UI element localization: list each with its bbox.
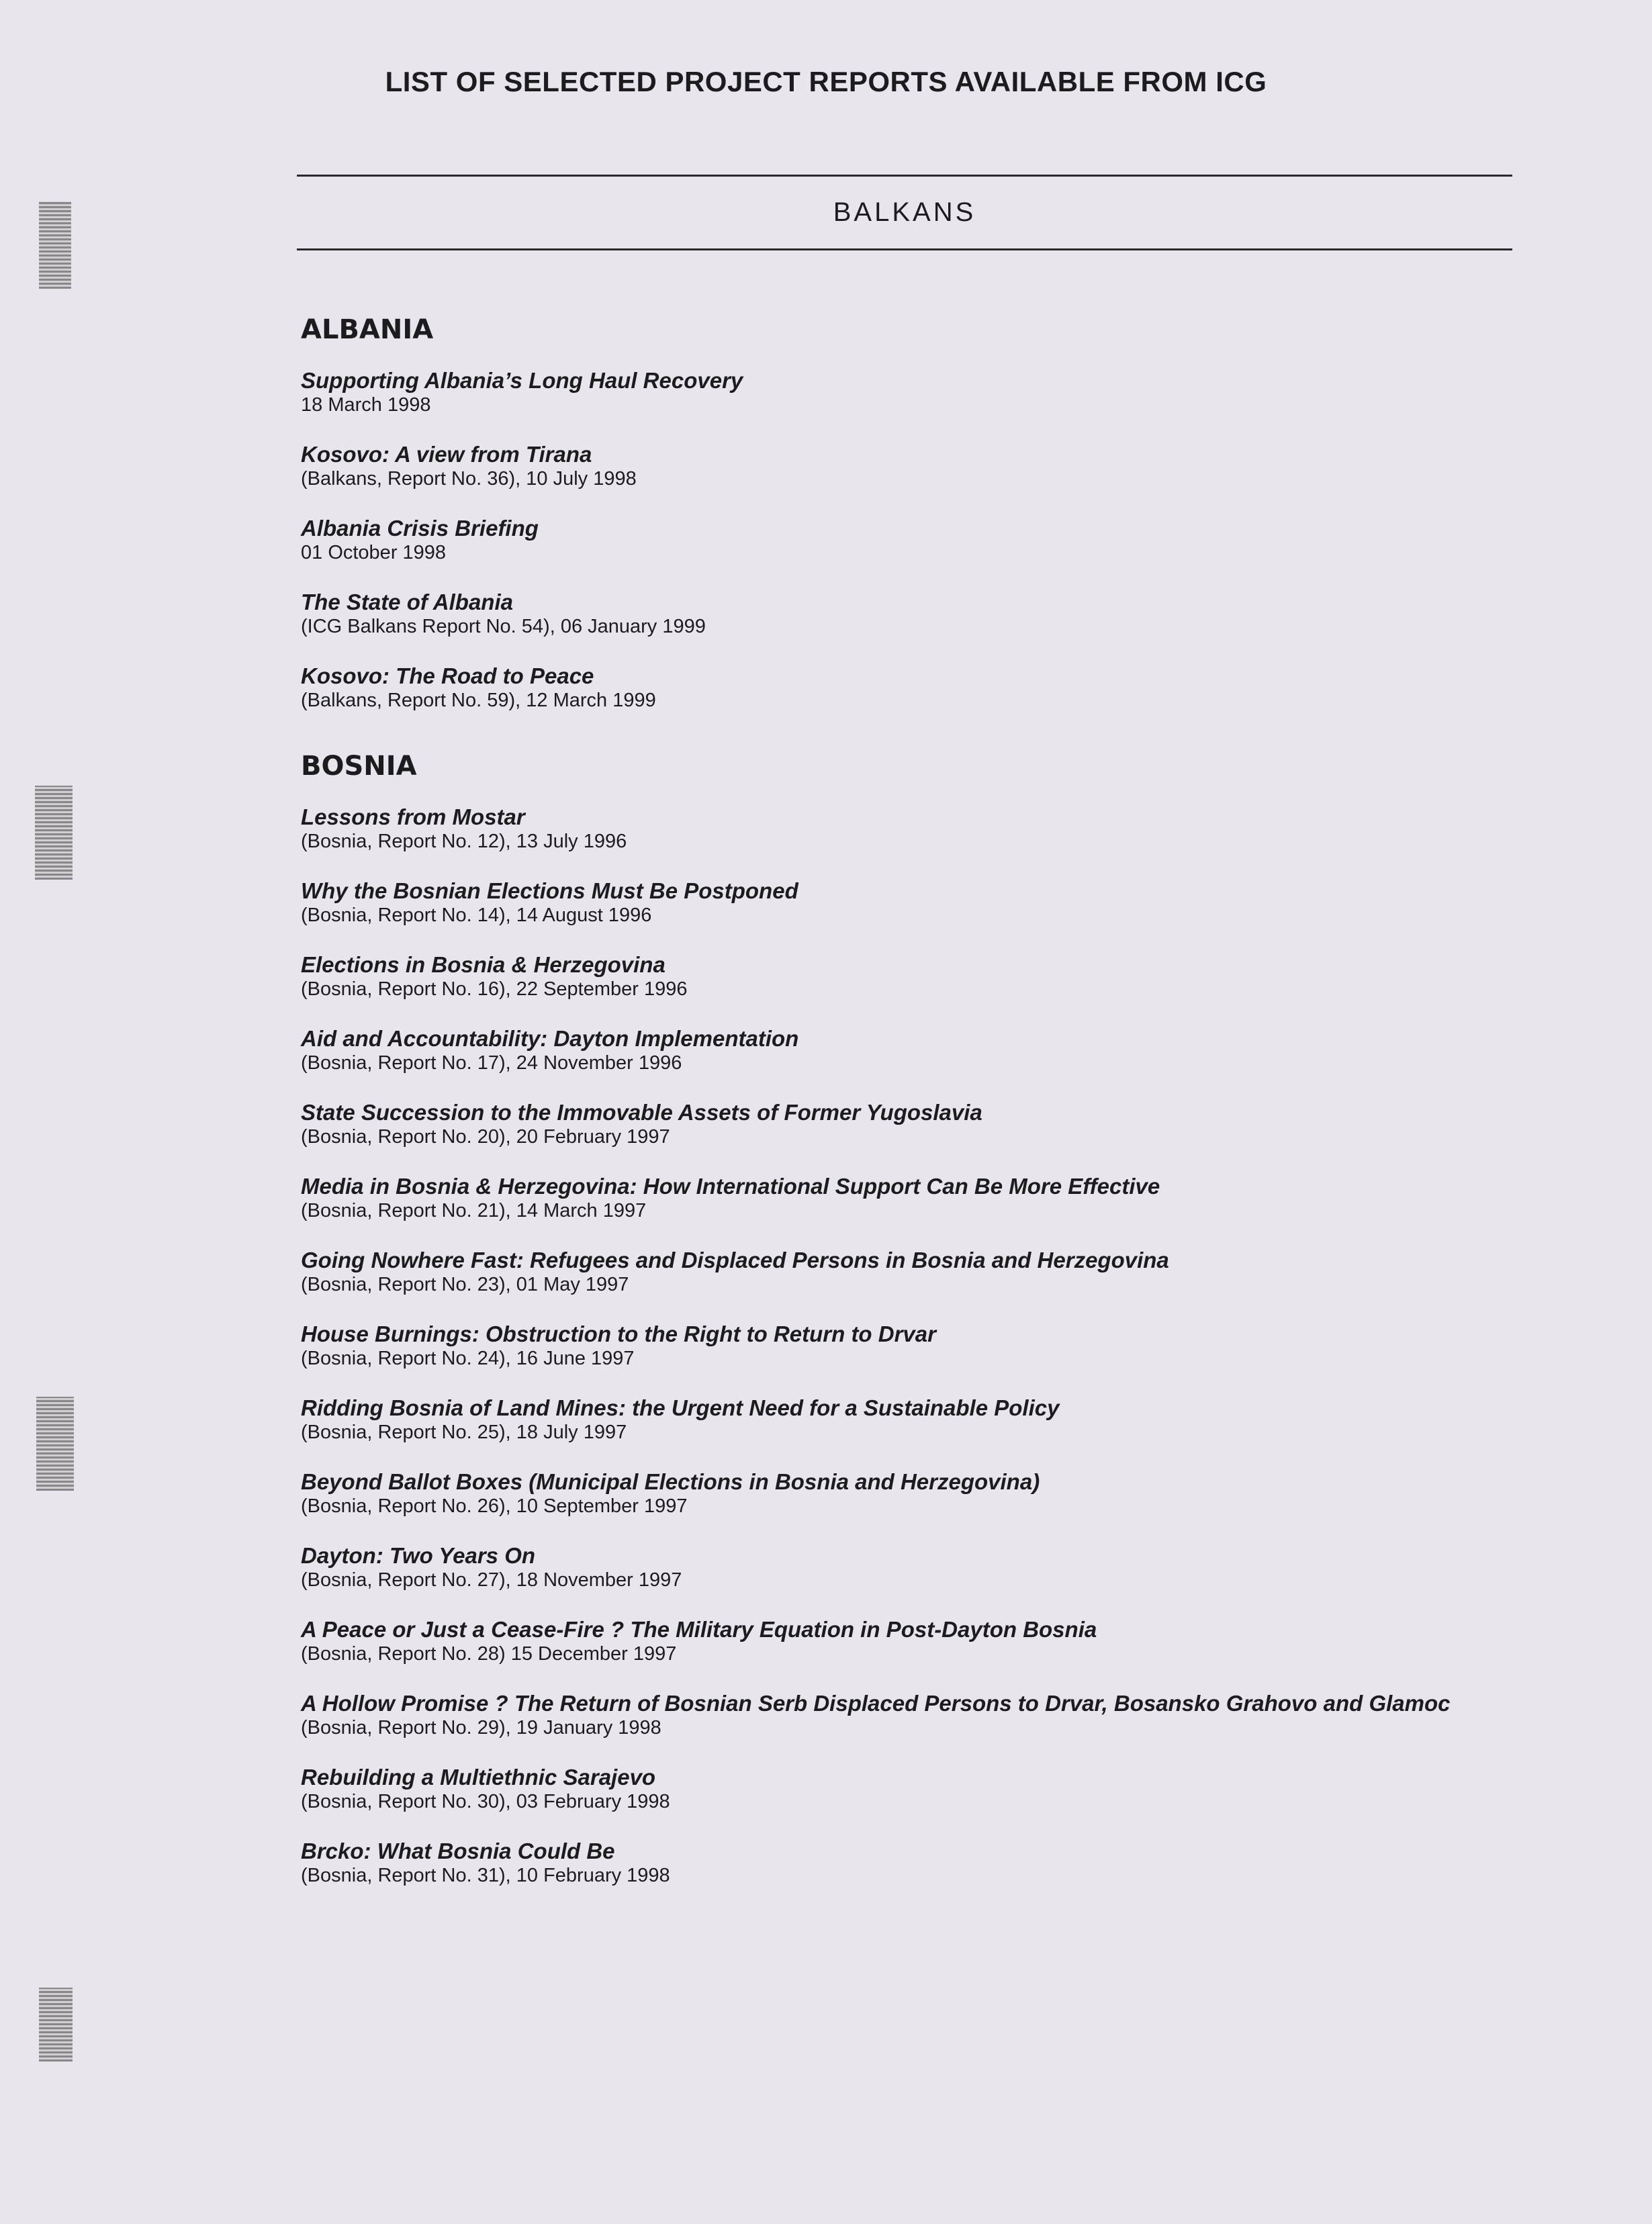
report-entry [301,1765,1483,1813]
report-title: Kosovo: The Road to Peace [301,663,594,688]
report-title: Rebuilding a Multiethnic Sarajevo [301,1765,656,1790]
report-reference: (ICG Balkans Report No. 54), 06 January 1999 [301,616,706,637]
report-entry [301,1839,1483,1887]
report-reference: (Bosnia, Report No. 17), 24 November 1996 [301,1052,682,1074]
report-reference: (Bosnia, Report No. 16), 22 September 1996 [301,978,688,1000]
report-reference: (Bosnia, Report No. 23), 01 May 1997 [301,1274,629,1295]
report-reference: (Bosnia, Report No. 12), 13 July 1996 [301,831,627,852]
report-entry [301,1322,1483,1370]
report-entry [301,1543,1483,1591]
report-entry [301,368,1483,416]
report-entry [301,1691,1483,1739]
report-entry [301,952,1483,1001]
report-title: The State of Albania [301,590,513,614]
report-reference: 18 March 1998 [301,394,431,416]
report-entry [301,1395,1483,1444]
report-reference: (Bosnia, Report No. 21), 14 March 1997 [301,1200,647,1221]
report-reference: (Bosnia, Report No. 28) 15 December 1997 [301,1643,677,1665]
report-title: Albania Crisis Briefing [301,516,539,541]
report-entry [301,1248,1483,1296]
report-reference: (Bosnia, Report No. 26), 10 September 1997 [301,1495,688,1517]
report-entry [301,1026,1483,1074]
report-title: Kosovo: A view from Tirana [301,442,592,467]
section-title: ALBANIA [301,314,434,345]
report-reference: (Bosnia, Report No. 30), 03 February 1998 [301,1791,670,1812]
report-title: Ridding Bosnia of Land Mines: the Urgent Need for a Sustainable Policy [301,1395,1060,1420]
report-reference: (Bosnia, Report No. 29), 19 January 1998 [301,1717,661,1739]
report-entry [301,1174,1483,1222]
report-title: Supporting Albania’s Long Haul Recovery [301,368,743,393]
report-title: Media in Bosnia & Herzegovina: How International Support Can Be More Effective [301,1174,1160,1199]
report-entry [301,878,1483,927]
report-entry [301,1617,1483,1665]
report-reference: (Bosnia, Report No. 25), 18 July 1997 [301,1422,627,1443]
report-entry [301,1100,1483,1148]
report-entry [301,590,1483,638]
report-reference: 01 October 1998 [301,542,447,563]
report-title: Aid and Accountability: Dayton Implementation [301,1026,799,1051]
report-list [301,316,1483,1927]
report-title: Going Nowhere Fast: Refugees and Displaced Persons in Bosnia and Herzegovina [301,1248,1169,1272]
report-title: House Burnings: Obstruction to the Right to Return to Drvar [301,1322,936,1346]
report-reference: (Bosnia, Report No. 27), 18 November 1997 [301,1569,682,1591]
section-bosnia [301,752,1483,1887]
report-title: Beyond Ballot Boxes (Municipal Elections in Bosnia and Herzegovina) [301,1469,1040,1494]
report-entry [301,1469,1483,1518]
report-title: A Peace or Just a Cease-Fire ? The Military Equation in Post-Dayton Bosnia [301,1617,1097,1642]
report-entry [301,442,1483,490]
report-reference: (Bosnia, Report No. 20), 20 February 1997 [301,1126,670,1148]
report-reference: (Bosnia, Report No. 31), 10 February 1998 [301,1865,670,1886]
report-title: State Succession to the Immovable Assets of Former Yugoslavia [301,1100,982,1125]
scan-artifact [35,786,73,880]
report-title: A Hollow Promise ? The Return of Bosnian Serb Displaced Persons to Drvar, Bosansko Grahovo and Glamoc [301,1691,1451,1716]
report-title: Elections in Bosnia & Herzegovina [301,952,666,977]
report-title: Brcko: What Bosnia Could Be [301,1839,615,1863]
report-title: Dayton: Two Years On [301,1543,536,1568]
report-reference: (Bosnia, Report No. 24), 16 June 1997 [301,1348,635,1369]
document-title: LIST OF SELECTED PROJECT REPORTS AVAILABLE FROM ICG [385,66,1267,97]
report-entry [301,804,1483,853]
section-title: BOSNIA [301,751,417,782]
section-albania [301,316,1483,712]
region-heading: BALKANS [833,197,976,227]
report-entry [301,516,1483,564]
report-entry [301,663,1483,712]
report-reference: (Balkans, Report No. 36), 10 July 1998 [301,468,637,490]
report-title: Why the Bosnian Elections Must Be Postponed [301,878,798,903]
report-reference: (Balkans, Report No. 59), 12 March 1999 [301,690,656,711]
bottom-divider [297,248,1512,250]
scan-artifact [36,1397,74,1491]
report-title: Lessons from Mostar [301,804,525,829]
top-divider [297,175,1512,177]
scan-artifact [39,201,71,289]
report-reference: (Bosnia, Report No. 14), 14 August 1996 [301,905,652,926]
scan-artifact [39,1988,73,2061]
